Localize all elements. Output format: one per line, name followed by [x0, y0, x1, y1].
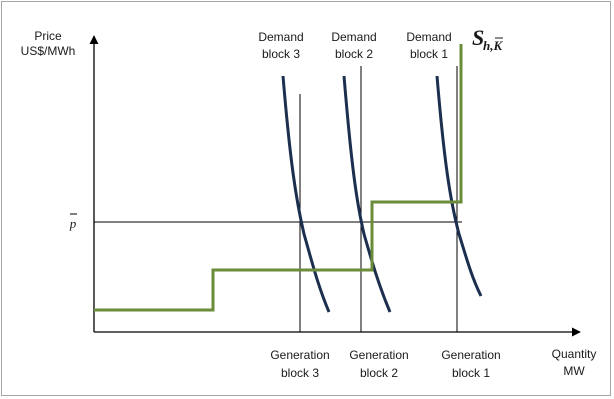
generation-block-3-label-line2: block 3 — [280, 366, 320, 380]
generation-block-3-label-line1: Generation — [270, 348, 330, 362]
supply-step-curve — [94, 44, 461, 310]
demand-curve-block-1 — [437, 76, 481, 296]
demand-block-1-label-line1: Demand — [406, 30, 452, 44]
demand-block-3-label-line1: Demand — [258, 30, 304, 44]
generation-block-2-label-line2: block 2 — [359, 366, 399, 380]
supply-curve-label — [472, 25, 503, 53]
demand-block-2-label-line2: block 2 — [334, 47, 374, 61]
generation-block-2-label-line1: Generation — [349, 348, 409, 362]
supply-curve-subscript: h,K — [483, 38, 503, 53]
price-marker-label: p — [69, 216, 77, 231]
demand-block-2-label-line1: Demand — [331, 30, 377, 44]
supply-curve-symbol: S — [472, 25, 485, 50]
demand-block-3-label-line2: block 3 — [261, 47, 301, 61]
x-axis-label-line1: Quantity — [551, 347, 597, 361]
generation-block-1-label-line2: block 1 — [451, 366, 491, 380]
generation-block-1-label-line1: Generation — [441, 348, 501, 362]
demand-curve-block-3 — [283, 76, 329, 312]
y-axis-label-line2: US$/MWh — [20, 44, 76, 58]
demand-curve-block-2 — [344, 76, 390, 312]
x-axis-label-line2: MW — [563, 364, 585, 378]
demand-block-1-label-line2: block 1 — [409, 47, 449, 61]
y-axis-label-line1: Price — [34, 29, 62, 43]
